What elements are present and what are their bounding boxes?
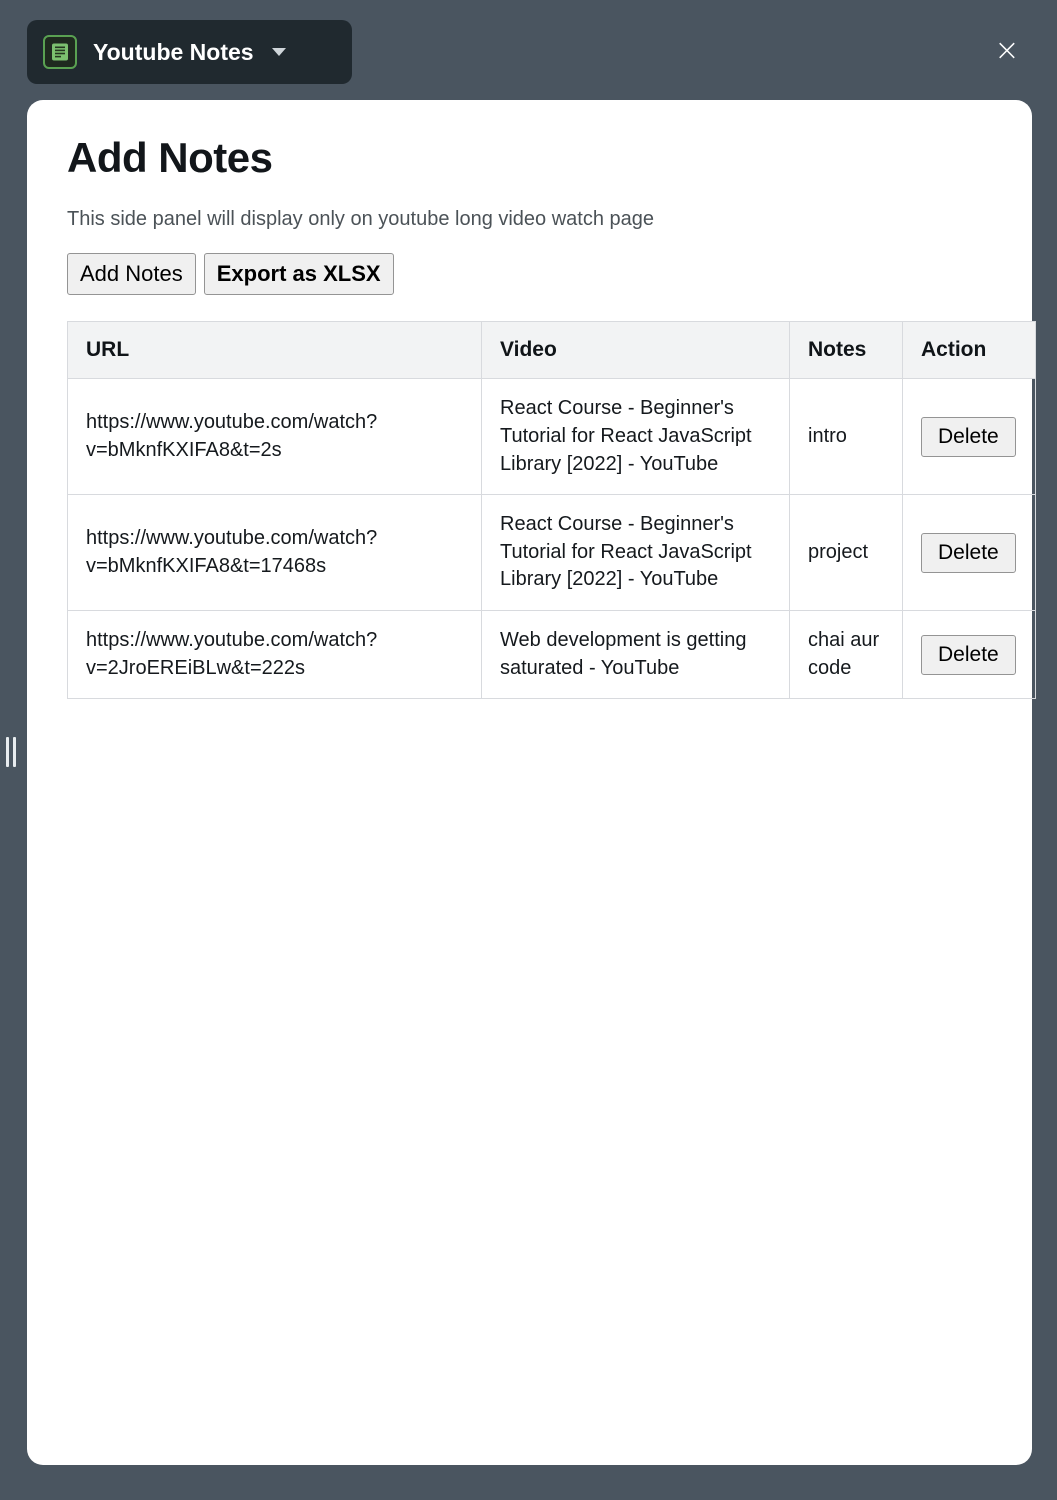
- cell-action: [903, 495, 1036, 611]
- cell-notes: intro: [790, 379, 903, 495]
- delete-button[interactable]: Delete: [921, 635, 1016, 675]
- delete-button[interactable]: Delete: [921, 417, 1016, 457]
- page-title: Add Notes: [67, 134, 273, 181]
- cell-action: [903, 379, 1036, 495]
- table-row: [68, 379, 1036, 495]
- resize-handle[interactable]: [4, 735, 18, 769]
- column-header-notes: Notes: [790, 322, 903, 379]
- add-notes-button[interactable]: Add Notes: [67, 253, 196, 295]
- cell-url: https://www.youtube.com/watch?v=bMknfKXIFA8&t=17468s: [68, 495, 482, 611]
- delete-button[interactable]: Delete: [921, 533, 1016, 573]
- extension-title: Youtube Notes: [93, 38, 254, 65]
- export-xlsx-button[interactable]: Export as XLSX: [204, 253, 394, 295]
- extension-header[interactable]: [27, 20, 352, 84]
- panel-subtitle: This side panel will display only on youtube long video watch page: [67, 208, 655, 230]
- column-header-video: Video: [482, 322, 790, 379]
- cell-action: [903, 610, 1036, 698]
- cell-video: Web development is getting saturated - YouTube: [482, 610, 790, 698]
- cell-video: React Course - Beginner's Tutorial for React JavaScript Library [2022] - YouTube: [482, 495, 790, 611]
- chevron-down-icon[interactable]: [272, 48, 286, 56]
- column-header-url: URL: [68, 322, 482, 379]
- side-panel: [27, 100, 1032, 1465]
- table-header-row: [68, 322, 1036, 379]
- notes-icon: [43, 35, 77, 69]
- table-row: [68, 495, 1036, 611]
- action-bar: [67, 253, 992, 295]
- close-icon[interactable]: ×: [994, 33, 1020, 68]
- cell-notes: project: [790, 495, 903, 611]
- cell-url: https://www.youtube.com/watch?v=bMknfKXIFA8&t=2s: [68, 379, 482, 495]
- cell-url: https://www.youtube.com/watch?v=2JroEREiBLw&t=222s: [68, 610, 482, 698]
- notes-table: [67, 321, 1036, 699]
- column-header-action: Action: [903, 322, 1036, 379]
- cell-notes: chai aur code: [790, 610, 903, 698]
- cell-video: React Course - Beginner's Tutorial for React JavaScript Library [2022] - YouTube: [482, 379, 790, 495]
- table-row: [68, 610, 1036, 698]
- handle-bar: [13, 737, 16, 767]
- handle-bar: [6, 737, 9, 767]
